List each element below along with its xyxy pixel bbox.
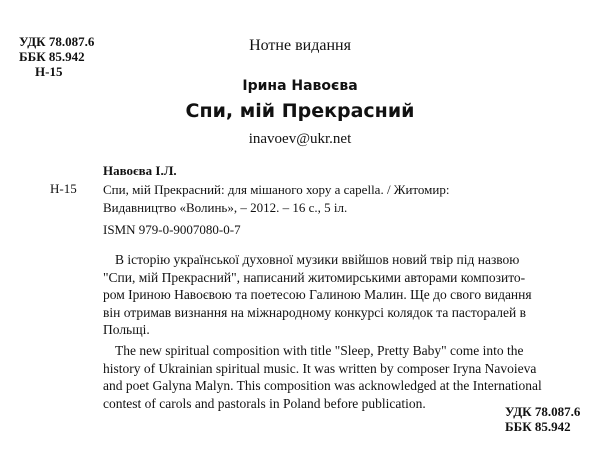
paragraph-line: ром Іриною Навоєвою та поетесою Галиною Малин. Ще до свого видання	[103, 287, 532, 302]
paragraph-line: Польщі.	[103, 322, 150, 337]
paragraph-line: В історію української духовної музики ввійшов новий твір під назвою	[115, 252, 520, 267]
catalog-index: Н-15	[50, 181, 77, 196]
classification-codes-bottom	[505, 404, 580, 434]
annotation-english	[103, 342, 571, 412]
author-index: Н-15	[35, 64, 63, 79]
paragraph-line: "Спи, мій Прекрасний", написаний житомирськими авторами композито-	[103, 269, 526, 285]
author-name: Ірина Навоєва	[242, 78, 358, 94]
page-title: Спи, мій Прекрасний	[185, 100, 415, 122]
ismn-number: ISMN 979-0-9007080-0-7	[103, 222, 241, 237]
catalog-desc-line: Спи, мій Прекрасний: для мішаного хору a capella. / Житомир:	[103, 182, 450, 197]
udk-code: УДК 78.087.6	[19, 34, 95, 49]
paragraph-line: history of Ukrainian spiritual music. It was written by composer Iryna Navoieva	[103, 360, 537, 376]
annotation-ukrainian	[103, 251, 571, 339]
catalog-desc-line: Видавництво «Волинь», – 2012. – 16 с., 5 іл.	[103, 200, 348, 215]
bbk-code: ББК 85.942	[19, 49, 85, 64]
paragraph-line: він отримав визнання на міжнародному конкурсі колядок та пасторалей в	[103, 304, 526, 320]
paragraph-line: contest of carols and pastorals in Poland before publication.	[103, 395, 426, 411]
catalog-author: Навоєва І.Л.	[103, 163, 177, 178]
catalog-description	[103, 181, 503, 217]
paragraph-line: The new spiritual composition with title "Sleep, Pretty Baby" come into the	[115, 343, 524, 358]
paragraph-line: and poet Galyna Malyn. This composition was acknowledged at the International	[103, 378, 542, 393]
bbk-code: ББК 85.942	[505, 419, 571, 434]
udk-code: УДК 78.087.6	[505, 404, 581, 419]
author-email: inavoev@ukr.net	[248, 131, 352, 147]
edition-type: Нотне видання	[249, 37, 351, 54]
